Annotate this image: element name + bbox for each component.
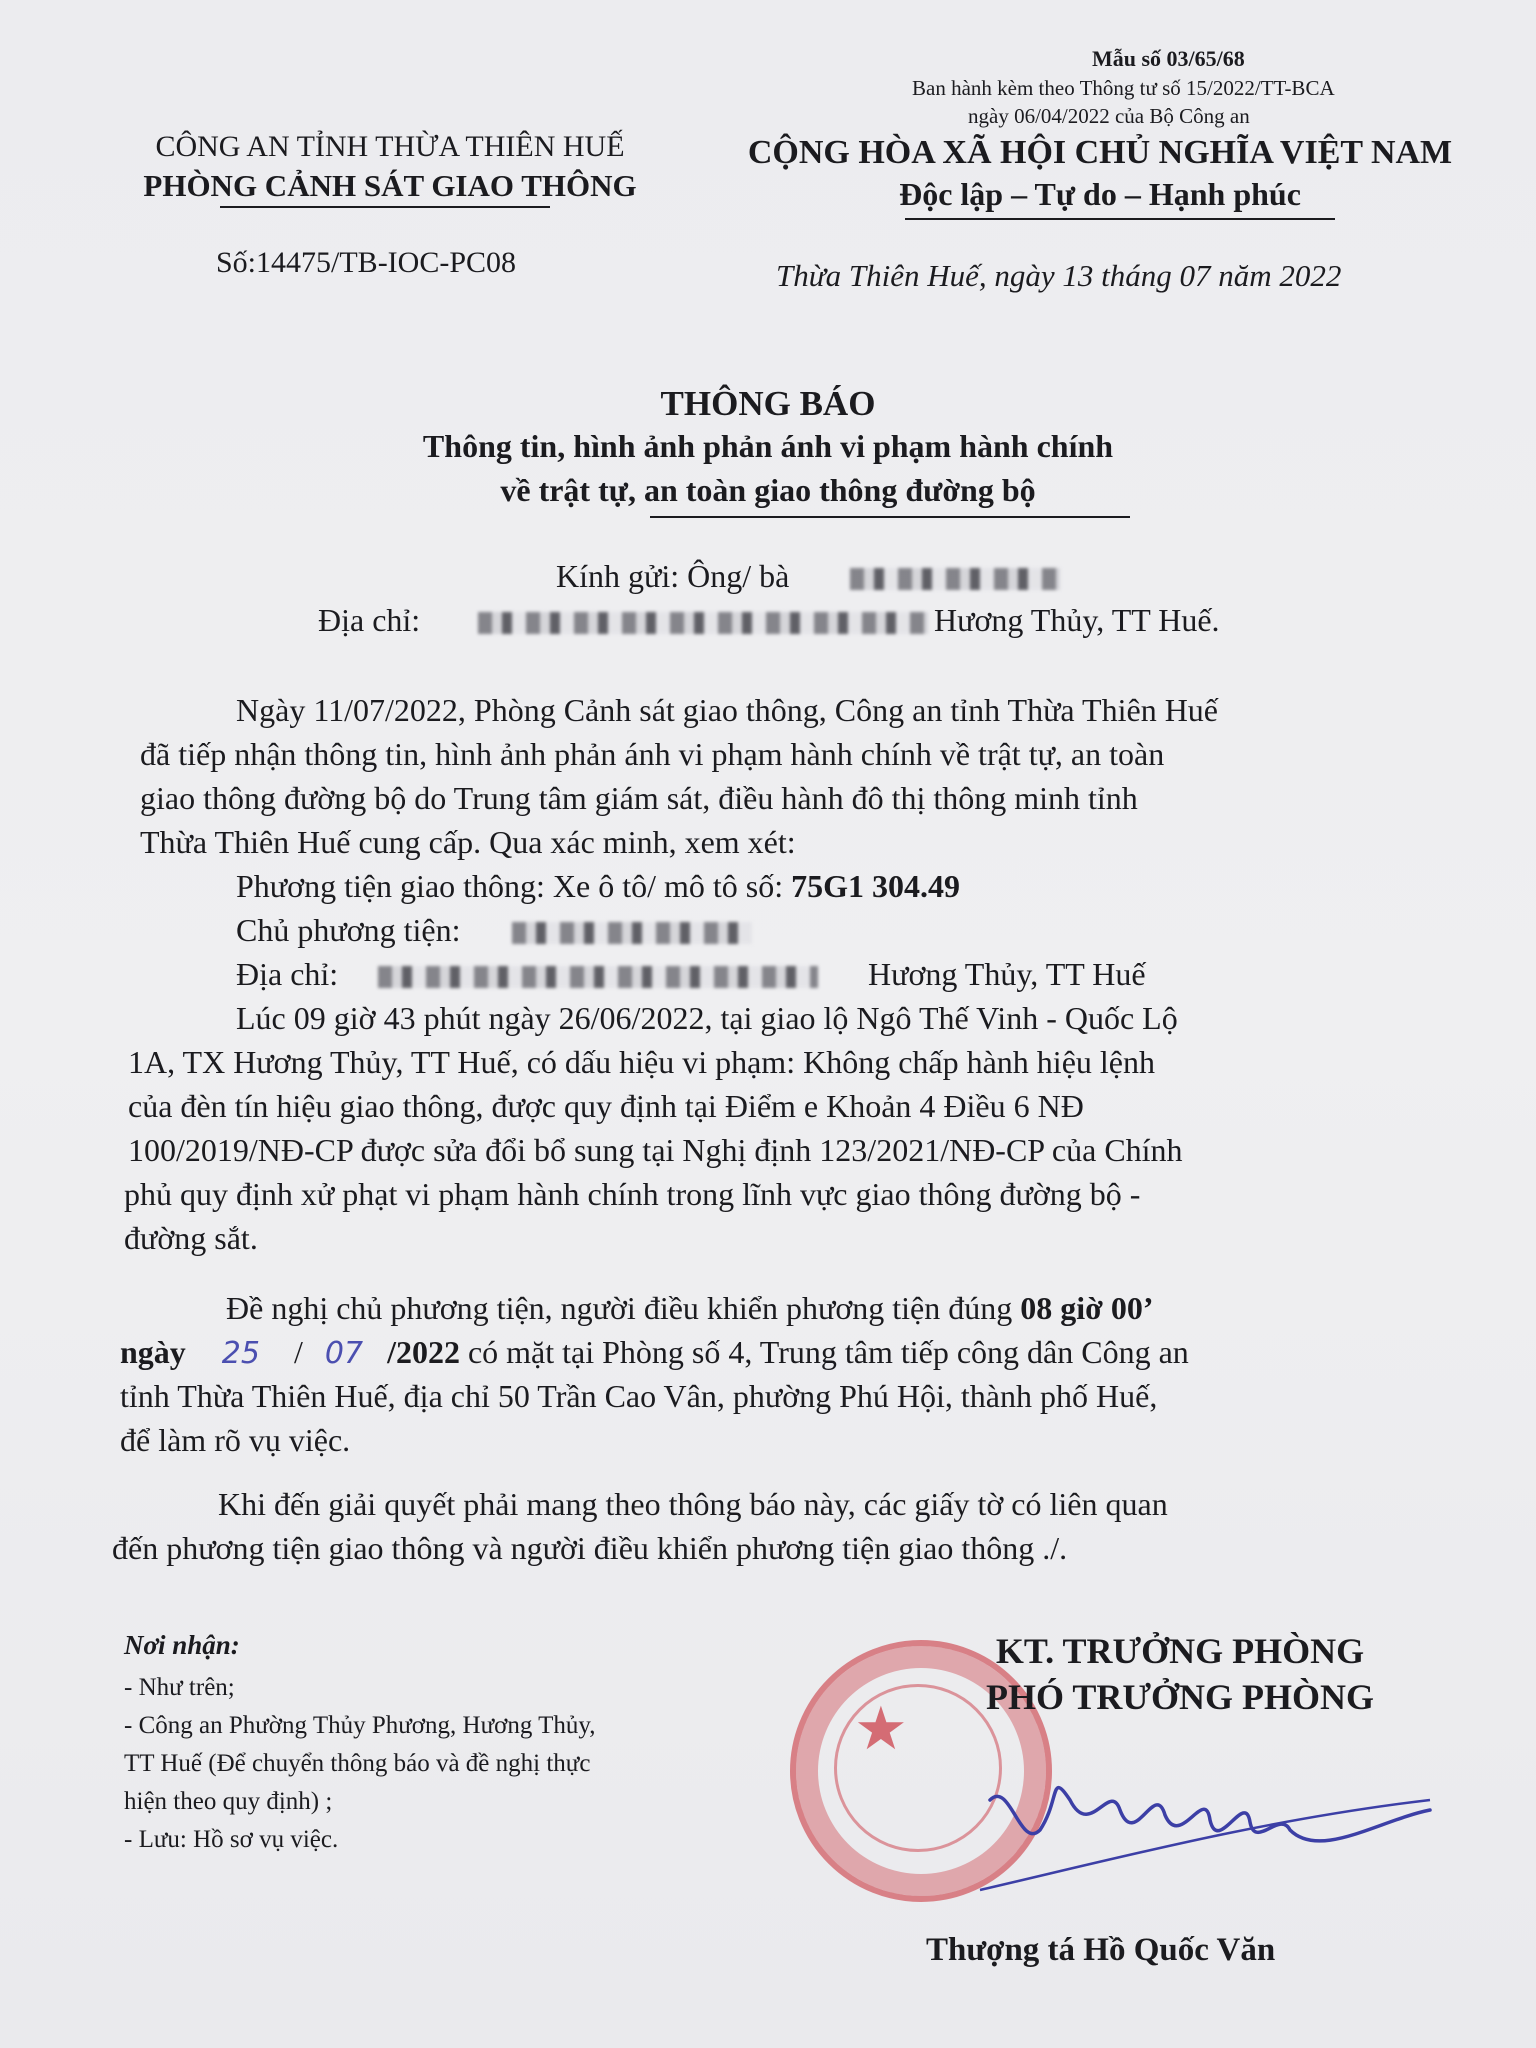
handwritten-month: 07 [324, 1336, 364, 1371]
star-icon: ★ [854, 1696, 908, 1762]
vehicle-plate: 75G1 304.49 [791, 868, 961, 904]
body-line: tỉnh Thừa Thiên Huế, địa chỉ 50 Trần Cao Vân, phường Phú Hội, thành phố Huế, [120, 1378, 1158, 1414]
body-line: phủ quy định xử phạt vi phạm hành chính trong lĩnh vực giao thông đường bộ - [124, 1176, 1141, 1212]
handwritten-signature [960, 1740, 1440, 1900]
recipient-item: - Công an Phường Thủy Phương, Hương Thủy, [124, 1712, 596, 1739]
body-line: Ngày 11/07/2022, Phòng Cảnh sát giao thông, Công an tỉnh Thừa Thiên Huế [236, 692, 1218, 728]
form-issued-with: Ban hành kèm theo Thông tư số 15/2022/TT-BCA [912, 76, 1335, 100]
national-title: CỘNG HÒA XÃ HỘI CHỦ NGHĨA VIỆT NAM [747, 134, 1453, 171]
date-separator: / [293, 1334, 303, 1370]
request-line-1 [226, 1290, 1154, 1327]
body-line: Thừa Thiên Huế cung cấp. Qua xác minh, xem xét: [140, 824, 796, 860]
appointment-time: 08 giờ 00’ [1020, 1290, 1154, 1326]
issue-date: Thừa Thiên Huế, ngày 13 tháng 07 năm 2022 [776, 258, 1342, 293]
body-line: của đèn tín hiệu giao thông, được quy định tại Điểm e Khoản 4 Điều 6 NĐ [128, 1088, 1084, 1124]
redacted-owner [512, 922, 752, 944]
greeting: Kính gửi: Ông/ bà [556, 558, 790, 594]
document-title: THÔNG BÁO [660, 384, 876, 423]
org-department: PHÒNG CẢNH SÁT GIAO THÔNG [143, 168, 637, 203]
body-line: đường sắt. [124, 1220, 258, 1256]
motto-underline [905, 218, 1335, 220]
signature-title-1: KT. TRƯỞNG PHÒNG [995, 1631, 1365, 1671]
recipients-heading: Nơi nhận: [124, 1630, 240, 1660]
request-line-2 [120, 1334, 1189, 1371]
body-line: đến phương tiện giao thông và người điều khiển phương tiện giao thông ./. [112, 1530, 1068, 1566]
redacted-name [850, 568, 1060, 590]
address-label: Địa chỉ: [318, 602, 421, 638]
appointment-day-label: ngày [120, 1334, 186, 1370]
document-subtitle-1: Thông tin, hình ảnh phản ánh vi phạm hành chính [422, 428, 1114, 464]
recipient-item: TT Huế (Để chuyển thông báo và đề nghị thực [124, 1750, 591, 1777]
recipient-item: hiện theo quy định) ; [124, 1788, 333, 1815]
signer-name: Thượng tá Hồ Quốc Văn [926, 1932, 1276, 1968]
owner-address-label: Địa chỉ: [236, 956, 339, 992]
address-tail: Hương Thủy, TT Huế. [934, 602, 1220, 638]
request-text: Đề nghị chủ phương tiện, người điều khiển phương tiện đúng [226, 1290, 1021, 1326]
document-number: Số:14475/TB-IOC-PC08 [216, 246, 517, 279]
owner-address-tail: Hương Thủy, TT Huế [868, 956, 1146, 992]
form-number: Mẫu số 03/65/68 [1092, 46, 1245, 71]
body-line: đã tiếp nhận thông tin, hình ảnh phản ánh vi phạm hành chính về trật tự, an toàn [140, 736, 1165, 772]
body-line: 100/2019/NĐ-CP được sửa đổi bổ sung tại Nghị định 123/2021/NĐ-CP của Chính [128, 1132, 1183, 1168]
org-underline [220, 206, 550, 208]
body-line: Lúc 09 giờ 43 phút ngày 26/06/2022, tại giao lộ Ngô Thế Vinh - Quốc Lộ [236, 1000, 1178, 1036]
org-parent: CÔNG AN TỈNH THỪA THIÊN HUẾ [155, 130, 625, 163]
document-subtitle-2: về trật tự, an toàn giao thông đường bộ [500, 472, 1036, 508]
recipient-item: - Lưu: Hồ sơ vụ việc. [124, 1826, 339, 1853]
vehicle-label: Phương tiện giao thông: Xe ô tô/ mô tô số: [236, 868, 792, 904]
redacted-owner-address [378, 966, 818, 988]
national-motto: Độc lập – Tự do – Hạnh phúc [899, 176, 1301, 212]
body-line: để làm rõ vụ việc. [120, 1422, 351, 1458]
handwritten-day: 25 [221, 1336, 260, 1371]
body-line: 1A, TX Hương Thủy, TT Huế, có dấu hiệu vi phạm: Không chấp hành hiệu lệnh [128, 1044, 1155, 1080]
appointment-year: /2022 [387, 1334, 460, 1370]
vehicle-line [236, 868, 960, 905]
owner-label: Chủ phương tiện: [236, 912, 461, 948]
signature-title-2: PHÓ TRƯỞNG PHÒNG [985, 1677, 1374, 1717]
form-issued-date: ngày 06/04/2022 của Bộ Công an [968, 104, 1250, 128]
title-underline [650, 516, 1130, 518]
redacted-address [478, 612, 928, 634]
body-line: Khi đến giải quyết phải mang theo thông báo này, các giấy tờ có liên quan [218, 1486, 1168, 1522]
recipient-item: - Như trên; [124, 1674, 235, 1701]
body-line: giao thông đường bộ do Trung tâm giám sát, điều hành đô thị thông minh tỉnh [140, 780, 1138, 816]
request-text: có mặt tại Phòng số 4, Trung tâm tiếp công dân Công an [467, 1334, 1189, 1370]
